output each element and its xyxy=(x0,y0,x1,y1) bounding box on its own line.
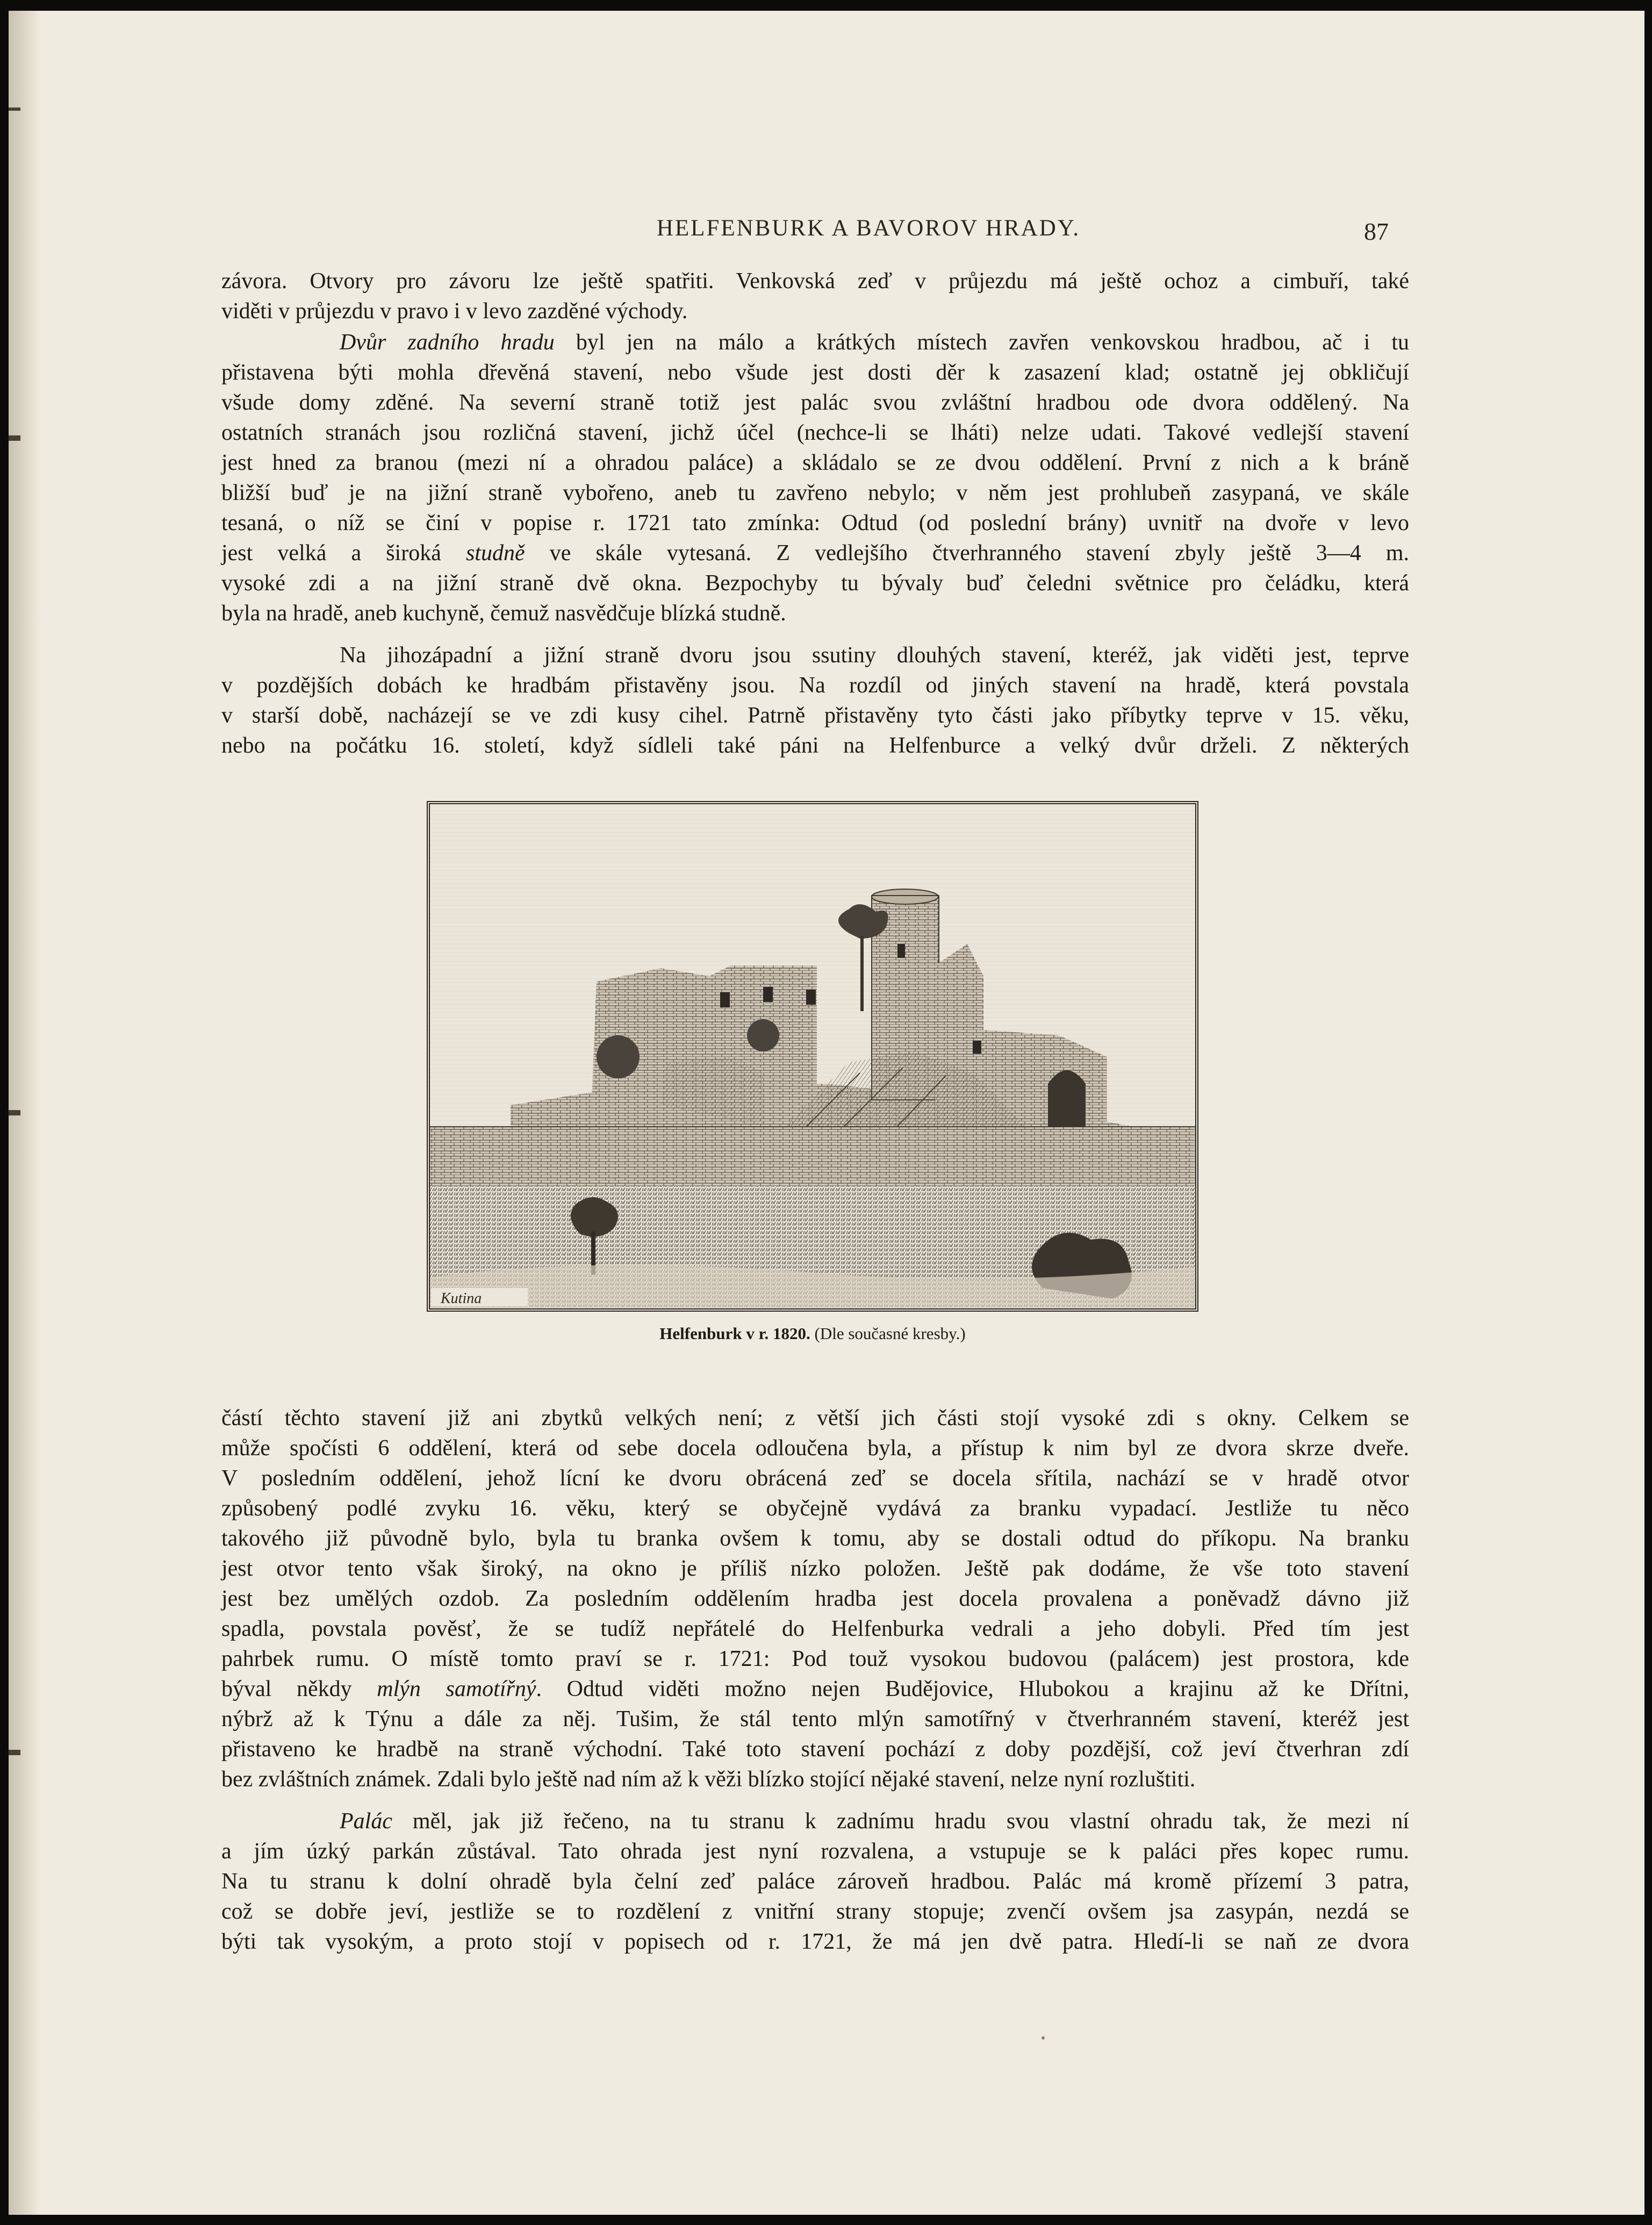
text-line: v starší době, nacházejí se ve zdi kusy cihel. Patrně přistavěny tyto části jako příbytky teprve v 15. věku, xyxy=(221,703,1409,728)
text-line: spadla, povstala pověsť, že se tudíž nepřátelé do Helfenburka vedrali a jeho dobyli. Před tím jest xyxy=(221,1616,1409,1641)
castle-ruin-illustration xyxy=(430,804,1195,1308)
text-line: ostatních stranách jsou rozličná stavení, jichž účel (nechce-li se lháti) nelze udati. Takové vedlejší stavení xyxy=(221,420,1409,445)
italic-term: Palác xyxy=(340,1809,392,1834)
binding-mark xyxy=(9,1750,20,1755)
caption-note: (Dle současné kresby.) xyxy=(810,1324,966,1343)
text-line: v pozdějších dobách ke hradbám přistavěny jsou. Na rozdíl od jiných stavení na hradě, která povstala xyxy=(221,673,1409,698)
text-line: Na jihozápadní a jižní straně dvoru jsou ssutiny dlouhých stavení, kteréž, jak viděti jest, teprve xyxy=(340,643,1409,668)
paragraph-1 xyxy=(221,266,1409,326)
text-line: pahrbek rumu. O místě tomto praví se r. 1721: Pod touž vysokou budovou (palácem) jest prostora, kde xyxy=(221,1647,1409,1671)
paragraph-3 xyxy=(221,640,1409,761)
book-page xyxy=(9,11,1644,2215)
text-span: ve skále vytesaná. Z vedlejšího čtverhranného stavení zbyly ještě 3—4 m. xyxy=(525,541,1409,566)
text-line: Na tu stranu k dolní ohradě byla čelní zeď paláce zároveň hradbou. Palác má kromě přízemí 3 patra, xyxy=(221,1869,1409,1894)
text-span: . Odtud viděti možno nejen Budějovice, Hlubokou a krajinu až ke Dřítni, xyxy=(536,1677,1409,1701)
text-line: způsobený podlé zvyku 16. věku, který se obyčejně vydává za branku vypadací. Jestliže tu něco xyxy=(221,1496,1409,1521)
text-line: všude domy zděné. Na severní straně totiž jest palác svou zvláštní hradbou ode dvora oddělený. Na xyxy=(221,390,1409,415)
paragraph-4 xyxy=(221,1403,1409,1794)
text-line: viděti v průjezdu v pravo i v levo zazděné východy. xyxy=(221,299,688,324)
paragraph-2 xyxy=(221,327,1409,628)
artist-signature: Kutina xyxy=(441,1290,482,1307)
text-line: bez zvláštních známek. Zdali bylo ještě nad ním až k věži blízko stojící nějaké stavení, nelze nyní rozluštiti. xyxy=(221,1767,1196,1792)
text-line: částí těchto stavení již ani zbytků velkých není; z větší jich části stojí vysoké zdi s okny. Celkem se xyxy=(221,1406,1409,1430)
text-line: tesaná, o níž se činí v popise r. 1721 tato zmínka: Odtud (od poslední brány) uvnitř na dvoře v levo xyxy=(221,511,1409,535)
text-line: jest otvor tento však široký, na okno je příliš nízko položen. Ještě pak dodáme, že vše toto stavení xyxy=(221,1556,1409,1581)
text-line xyxy=(221,1674,1409,1704)
text-line: a jím úzký parkán zůstával. Tato ohrada jest nyní rozvalena, a vstupuje se k paláci přes kopec rumu. xyxy=(221,1839,1409,1864)
paper-speck xyxy=(1042,2036,1045,2040)
text-line xyxy=(221,538,1409,568)
text-line: přistavena býti mohla dřevěná stavení, nebo všude jest dosti děr k zasazení klad; ostatně jej obkličují xyxy=(221,360,1409,385)
caption-title: Helfenburk v r. 1820. xyxy=(659,1324,810,1343)
text-line: takového již původně bylo, byla tu branka ovšem k tomu, aby se dostali odtud do příkopu. Na branku xyxy=(221,1526,1409,1551)
italic-term: studně xyxy=(465,541,525,566)
text-line: V posledním oddělení, jehož lícní ke dvoru obrácená zeď se docela sřítila, nachází se v hradě otvor xyxy=(221,1466,1409,1491)
text-line: jest hned za branou (mezi ní a ohradou paláce) a skládalo se ze dvou oddělení. První z nich a k bráně xyxy=(221,450,1409,475)
text-span: jest velká a široká xyxy=(221,541,466,566)
binding-mark xyxy=(9,435,20,441)
text-line xyxy=(221,327,1409,357)
running-head: HELFENBURK A BAVOROV HRADY. xyxy=(656,216,1081,241)
page-number: 87 xyxy=(1364,218,1389,245)
text-span: měl, jak již řečeno, na tu stranu k zadnímu hradu svou vlastní ohradu tak, že mezi ní xyxy=(392,1809,1409,1834)
text-line: býti tak vysokým, a proto stojí v popisech od r. 1721, že má jen dvě patra. Hledí-li se naň ze dvora xyxy=(221,1929,1409,1954)
castle-engraving xyxy=(427,801,1198,1312)
page-gutter xyxy=(9,11,41,2215)
text-line: vysoké zdi a na jižní straně dvě okna. Bezpochyby tu bývaly buď čeledni světnice pro čeládku, která xyxy=(221,571,1409,596)
text-line: nýbrž až k Týnu a dále za něj. Tušim, že stál tento mlýn samotířný v čtverhranném stavení, kteréž jest xyxy=(221,1707,1409,1732)
text-span: byl jen na málo a krátkých místech zavřen venkovskou hradbou, ač i tu xyxy=(554,330,1409,355)
binding-mark xyxy=(9,1110,20,1115)
text-line: bližší buď je na jižní straně vybořeno, aneb tu zavřeno nebylo; v něm jest prohlubeň zasypaná, ve skále xyxy=(221,481,1409,505)
text-line: byla na hradě, aneb kuchyně, čemuž nasvědčuje blízká studně. xyxy=(221,601,786,626)
text-line: což se dobře jeví, jestliže se to rozdělení z vnitřní strany stopuje; zvenčí ovšem jsa zasypán, nezdá se xyxy=(221,1899,1409,1924)
text-line xyxy=(221,1806,1409,1836)
paragraph-5 xyxy=(221,1806,1409,1957)
text-line: přistaveno ke hradbě na straně východní. Také toto stavení pochází z doby pozdější, což jeví čtverhran zdí xyxy=(221,1737,1409,1762)
text-span: býval někdy xyxy=(221,1677,377,1701)
text-line: jest bez umělých ozdob. Za posledním oddělením hradba jest docela provalena a poněvadž dávno již xyxy=(221,1586,1409,1611)
italic-term: Dvůr zadního hradu xyxy=(340,330,555,355)
text-line: může spočísti 6 oddělení, která od sebe docela odloučena byla, a přístup k nim byl ze dvora skrze dveře. xyxy=(221,1436,1409,1461)
text-line: nebo na počátku 16. století, když sídleli také páni na Helfenburce a velký dvůr drželi. Z některých xyxy=(221,733,1409,758)
binding-mark xyxy=(9,108,20,111)
figure-caption xyxy=(406,1324,1219,1343)
italic-term: mlýn samotířný xyxy=(377,1677,536,1701)
text-line: závora. Otvory pro závoru lze ještě spatřiti. Venkovská zeď v průjezdu má ještě ochoz a cimbuří, také xyxy=(221,269,1409,294)
